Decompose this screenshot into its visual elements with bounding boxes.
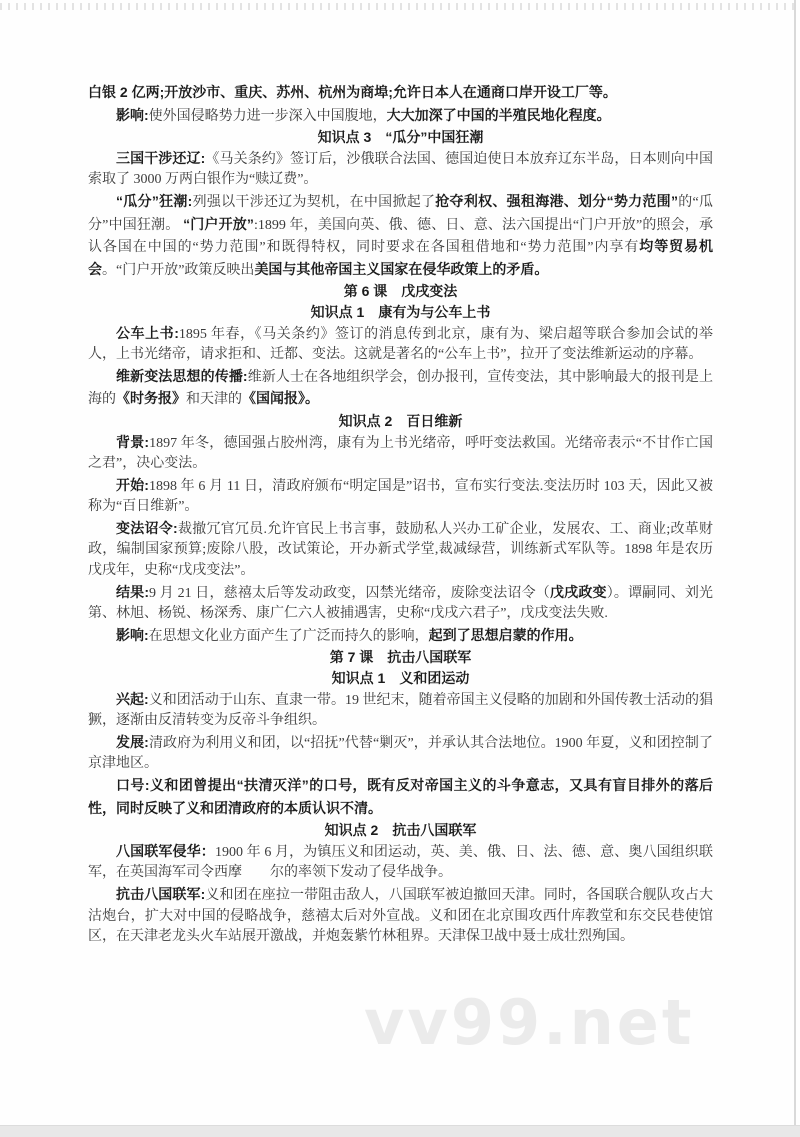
- bold-text-run: 抗击八国联军:: [116, 885, 206, 902]
- bold-text-run: 影响:: [116, 626, 149, 643]
- page-bottom-edge: [0, 1125, 800, 1137]
- text-run: 在思想文化业方面产生了广泛而持久的影响，: [148, 628, 429, 644]
- text-run: 裁撤冗官冗员.允许官民上书言事，鼓励私人兴办工矿企业，发展农、工、商业;改革财政，编制国家预算;废除八股，改试策论，开办新式学堂,裁减绿营，训练新式军队等。1898 年是农历戊戌年，史称“戊戌变法”。: [88, 521, 713, 579]
- bold-text-run: 抢夺利权、强租海港、划分“势力范围”: [435, 192, 678, 209]
- paragraph-continuation: [88, 82, 713, 105]
- bold-text-run: 口号:: [116, 777, 150, 793]
- watermark: vv99.net: [364, 986, 695, 1059]
- bold-text-run: 发展:: [116, 733, 149, 750]
- paragraph: [88, 191, 713, 281]
- paragraph: [88, 366, 713, 411]
- section-heading: 知识点 1 义和团运动: [331, 670, 470, 687]
- paragraph: [88, 518, 713, 582]
- section-heading: 第 7 课 抗击八国联军: [329, 649, 472, 666]
- section-heading: 第 6 课 戊戌变法: [343, 283, 458, 300]
- bold-text-run: 开始:: [116, 476, 149, 493]
- text-run: 1895 年春，《马关条约》签订的消息传到北京，康有为、梁启超等联合参加会试的举人，上书光绪帝，请求拒和、迁都、变法。这就是著名的“公车上书”，拉开了变法维新运动的序幕。: [88, 326, 713, 363]
- bold-text-run: 《国闻报》。: [242, 390, 319, 407]
- bold-text-run: 大大加深了中国的半殖民地化程度。: [386, 106, 611, 123]
- paragraph: [88, 775, 713, 820]
- text-run: 列强以干涉还辽为契机，在中国掀起了: [192, 194, 436, 210]
- bold-text-run: 白银 2 亿两;开放沙市、重庆、苏州、杭州为商埠;允许日本人在通商口岸开设工厂等。: [88, 84, 617, 100]
- section-heading: 知识点 1 康有为与公车上书: [310, 303, 491, 320]
- section-heading: 知识点 3 “瓜分”中国狂潮: [317, 129, 484, 146]
- paragraph: [88, 432, 713, 475]
- text-run: 义和团在座拉一带阻击敌人，八国联军被迫撤回天津。同时，各国联合舰队攻占大沽炮台，扩大对中国的侵略战争，慈禧太后对外宣战。义和团在北京围攻西什库教堂和东交民巷使馆区，在天津老龙头火车站展开激战，并炮轰紫竹林租界。天津保卫战中聂士成壮烈殉国。: [88, 887, 713, 945]
- page-top-perforation: [0, 3, 800, 10]
- text-run: 《马关条约》签订后，沙俄联合法国、德国迫使日本放弃辽东半岛，日本则向中国索取了 3000 万两白银作为“赎辽费”。: [88, 151, 713, 188]
- paragraph: [88, 732, 713, 775]
- bold-text-run: 八国联军侵华：: [116, 842, 215, 859]
- paragraph: [88, 323, 713, 366]
- text-run: 义和团活动于山东、直隶一带。19 世纪末，随着帝国主义侵略的加剧和外国传教士活动的猖獗，逐渐由反清转变为反帝斗争组织。: [88, 692, 713, 729]
- bold-text-run: 结果:: [116, 583, 150, 600]
- text-run: 9 月 21 日，慈禧太后等发动政变，囚禁光绪帝，废除变法诏令（: [149, 585, 550, 601]
- paragraph: [88, 582, 713, 625]
- paragraph: [88, 884, 713, 948]
- paragraph: [88, 841, 713, 884]
- document-body: [88, 82, 713, 948]
- bold-text-run: 影响:: [116, 106, 149, 123]
- page-right-edge: [794, 0, 796, 1126]
- bold-text-run: 兴起:: [116, 690, 149, 707]
- text-run: 1900 年 6 月，为镇压义和团运动，英、美、俄、日、法、德、意、奥八国组织联军，在英国海军司令西摩 尔的率领下发动了侵华战争。: [88, 844, 714, 881]
- bold-text-run: 变法诏令:: [116, 519, 178, 536]
- bold-text-run: 维新变法思想的传播:: [116, 367, 248, 384]
- section-heading: 知识点 2 抗击八国联军: [324, 822, 477, 839]
- paragraph: [88, 625, 713, 648]
- paragraph: [88, 475, 713, 518]
- bold-text-run: 三国干涉还辽:: [116, 149, 206, 166]
- bold-text-run: 义和团曾提出“扶清灭洋”的口号，既有反对帝国主义的斗争意志，又具有盲目排外的落后性，同时反映了义和团清政府的本质认识不清。: [88, 777, 713, 816]
- bold-text-run: 背景:: [116, 433, 150, 450]
- bold-text-run: “瓜分”狂潮:: [116, 192, 193, 209]
- paragraph: [88, 105, 713, 128]
- text-run: 1897 年冬，德国强占胶州湾，康有为上书光绪帝，呼吁变法救国。光绪帝表示“不甘作亡国之君”，决心变法。: [88, 435, 713, 472]
- text-run: 。“门户开放”政策反映出: [102, 262, 255, 278]
- bold-text-run: 《时务报》: [116, 390, 186, 407]
- bold-text-run: 均等贸易机会: [88, 238, 713, 277]
- paragraph: [88, 148, 713, 191]
- paragraph: [88, 689, 713, 732]
- bold-text-run: 戊戌政变: [549, 583, 607, 600]
- text-run: 维新人士在各地组织学会，创办报刊，宣传变法，其中影响最大的报刊是上海的: [88, 369, 713, 408]
- text-run: 1898 年 6 月 11 日，清政府颁布“明定国是”诏书，宣布实行变法.变法历时 103 天，因此又被称为“百日维新”。: [88, 478, 713, 515]
- text-run: ）。谭嗣同、刘光第、林旭、杨锐、杨深秀、康广仁六人被捕遇害，史称“戊戌六君子”，戊戌变法失败.: [88, 585, 714, 622]
- text-run: 使外国侵略势力进一步深入中国腹地，: [148, 108, 387, 124]
- bold-text-run: 美国与其他帝国主义国家在侵华政策上的矛盾。: [254, 260, 549, 277]
- text-run: :1899 年，美国向英、俄、德、日、意、法六国提出“门户开放”的照会，承认各国在中国的“势力范围”和既得特权，同时要求在各国租借地和“势力范围”内享有: [88, 217, 714, 256]
- text-run: 清政府为利用义和团，以“招抚”代替“剿灭”，并承认其合法地位。1900 年夏，义和团控制了京津地区。: [88, 735, 713, 772]
- bold-text-run: 起到了思想启蒙的作用。: [428, 626, 583, 643]
- bold-text-run: 公车上书:: [116, 324, 179, 341]
- bold-text-run: “门户开放”: [183, 215, 254, 232]
- text-run: 和天津的: [186, 392, 242, 408]
- text-run: 的“瓜分”中国狂潮。: [88, 194, 714, 233]
- section-heading: 知识点 2 百日维新: [338, 412, 463, 429]
